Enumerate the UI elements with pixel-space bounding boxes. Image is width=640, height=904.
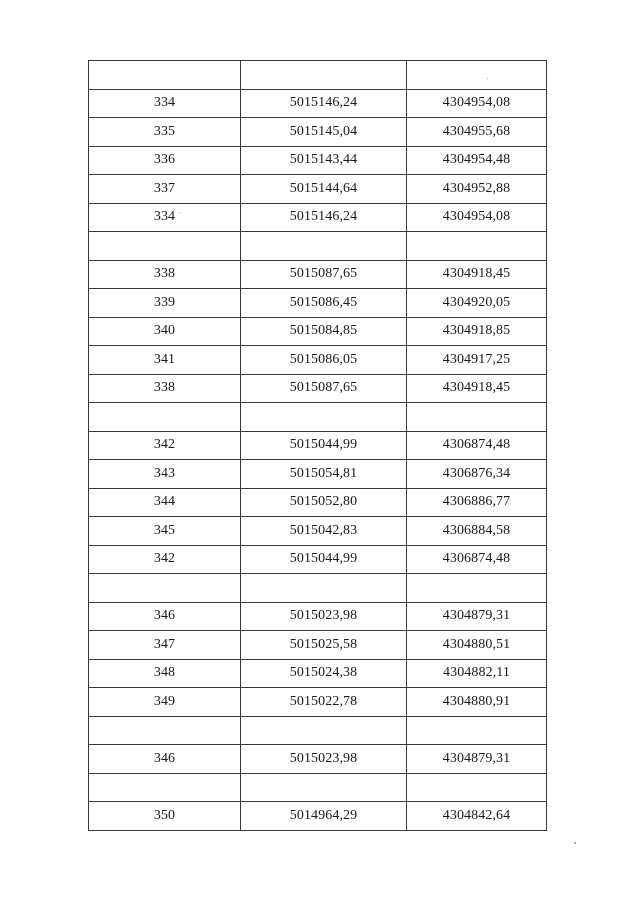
- y-coordinate-cell: 4304917,25: [407, 346, 547, 375]
- point-number-cell: 337: [89, 175, 241, 204]
- point-number-cell: 349: [89, 688, 241, 717]
- point-number-cell: 343: [89, 460, 241, 489]
- x-coordinate-cell: [241, 403, 407, 432]
- point-number-cell: [89, 773, 241, 802]
- point-number-cell: 334: [89, 89, 241, 118]
- y-coordinate-cell: 4304952,88: [407, 175, 547, 204]
- y-coordinate-cell: 4304880,51: [407, 631, 547, 660]
- scan-speck: [487, 78, 488, 79]
- table-row: [89, 175, 547, 204]
- y-coordinate-cell: 4304954,08: [407, 203, 547, 232]
- x-coordinate-cell: [241, 773, 407, 802]
- y-coordinate-cell: 4306876,34: [407, 460, 547, 489]
- table-row: [89, 745, 547, 774]
- point-number-cell: 348: [89, 659, 241, 688]
- point-number-cell: 346: [89, 745, 241, 774]
- point-number-cell: [89, 232, 241, 261]
- y-coordinate-cell: 4304879,31: [407, 602, 547, 631]
- table-row: [89, 545, 547, 574]
- point-number-cell: 340: [89, 317, 241, 346]
- x-coordinate-cell: 5015042,83: [241, 517, 407, 546]
- x-coordinate-cell: 5015146,24: [241, 203, 407, 232]
- point-number-cell: [89, 403, 241, 432]
- point-number-cell: 335: [89, 118, 241, 147]
- y-coordinate-cell: 4306874,48: [407, 431, 547, 460]
- point-number-cell: 346: [89, 602, 241, 631]
- y-coordinate-cell: [407, 773, 547, 802]
- table-row: [89, 631, 547, 660]
- point-number-cell: 342: [89, 431, 241, 460]
- table-row-blank: [89, 403, 547, 432]
- table-row: [89, 602, 547, 631]
- point-number-cell: [89, 716, 241, 745]
- table-row: [89, 346, 547, 375]
- x-coordinate-cell: [241, 232, 407, 261]
- x-coordinate-cell: 5015022,78: [241, 688, 407, 717]
- y-coordinate-cell: 4306874,48: [407, 545, 547, 574]
- point-number-cell: 341: [89, 346, 241, 375]
- point-number-cell: 336: [89, 146, 241, 175]
- y-coordinate-cell: 4304918,85: [407, 317, 547, 346]
- y-coordinate-cell: 4304955,68: [407, 118, 547, 147]
- x-coordinate-cell: 5015087,65: [241, 374, 407, 403]
- table-row: [89, 289, 547, 318]
- table-row: [89, 659, 547, 688]
- y-coordinate-cell: [407, 61, 547, 90]
- x-coordinate-cell: 5015086,45: [241, 289, 407, 318]
- coordinates-table: [88, 60, 547, 831]
- scan-speck: [574, 842, 576, 844]
- table-row: [89, 688, 547, 717]
- point-number-cell: 344: [89, 488, 241, 517]
- coordinates-table-body: [89, 61, 547, 831]
- table-row: [89, 89, 547, 118]
- point-number-cell: [89, 574, 241, 603]
- point-number-cell: 339: [89, 289, 241, 318]
- table-row-blank: [89, 232, 547, 261]
- x-coordinate-cell: 5015084,85: [241, 317, 407, 346]
- table-row: [89, 517, 547, 546]
- y-coordinate-cell: 4306886,77: [407, 488, 547, 517]
- x-coordinate-cell: 5015025,58: [241, 631, 407, 660]
- y-coordinate-cell: 4304880,91: [407, 688, 547, 717]
- y-coordinate-cell: [407, 574, 547, 603]
- point-number-cell: 334: [89, 203, 241, 232]
- x-coordinate-cell: [241, 61, 407, 90]
- point-number-cell: 338: [89, 374, 241, 403]
- table-row-blank: [89, 716, 547, 745]
- y-coordinate-cell: 4304954,08: [407, 89, 547, 118]
- y-coordinate-cell: 4304882,11: [407, 659, 547, 688]
- y-coordinate-cell: [407, 716, 547, 745]
- x-coordinate-cell: 5015052,80: [241, 488, 407, 517]
- y-coordinate-cell: 4304918,45: [407, 374, 547, 403]
- x-coordinate-cell: [241, 716, 407, 745]
- table-row: [89, 317, 547, 346]
- table-row: [89, 488, 547, 517]
- table-row: [89, 374, 547, 403]
- point-number-cell: 345: [89, 517, 241, 546]
- y-coordinate-cell: 4304842,64: [407, 802, 547, 831]
- point-number-cell: 342: [89, 545, 241, 574]
- y-coordinate-cell: 4304954,48: [407, 146, 547, 175]
- point-number-cell: 350: [89, 802, 241, 831]
- table-row: [89, 460, 547, 489]
- table-row: [89, 203, 547, 232]
- table-row-blank: [89, 773, 547, 802]
- y-coordinate-cell: 4304879,31: [407, 745, 547, 774]
- table-row-blank: [89, 61, 547, 90]
- scan-speck: [180, 212, 181, 213]
- point-number-cell: 338: [89, 260, 241, 289]
- x-coordinate-cell: 5015044,99: [241, 431, 407, 460]
- point-number-cell: 347: [89, 631, 241, 660]
- table-row: [89, 118, 547, 147]
- x-coordinate-cell: 5015054,81: [241, 460, 407, 489]
- y-coordinate-cell: [407, 403, 547, 432]
- x-coordinate-cell: 5015023,98: [241, 745, 407, 774]
- x-coordinate-cell: 5015044,99: [241, 545, 407, 574]
- x-coordinate-cell: 5015023,98: [241, 602, 407, 631]
- x-coordinate-cell: 5015145,04: [241, 118, 407, 147]
- point-number-cell: [89, 61, 241, 90]
- y-coordinate-cell: 4306884,58: [407, 517, 547, 546]
- x-coordinate-cell: 5015086,05: [241, 346, 407, 375]
- table-row-blank: [89, 574, 547, 603]
- table-row: [89, 146, 547, 175]
- y-coordinate-cell: 4304920,05: [407, 289, 547, 318]
- x-coordinate-cell: 5014964,29: [241, 802, 407, 831]
- x-coordinate-cell: 5015087,65: [241, 260, 407, 289]
- x-coordinate-cell: 5015143,44: [241, 146, 407, 175]
- x-coordinate-cell: 5015024,38: [241, 659, 407, 688]
- y-coordinate-cell: [407, 232, 547, 261]
- table-row: [89, 802, 547, 831]
- x-coordinate-cell: 5015146,24: [241, 89, 407, 118]
- x-coordinate-cell: [241, 574, 407, 603]
- x-coordinate-cell: 5015144,64: [241, 175, 407, 204]
- table-row: [89, 260, 547, 289]
- table-row: [89, 431, 547, 460]
- y-coordinate-cell: 4304918,45: [407, 260, 547, 289]
